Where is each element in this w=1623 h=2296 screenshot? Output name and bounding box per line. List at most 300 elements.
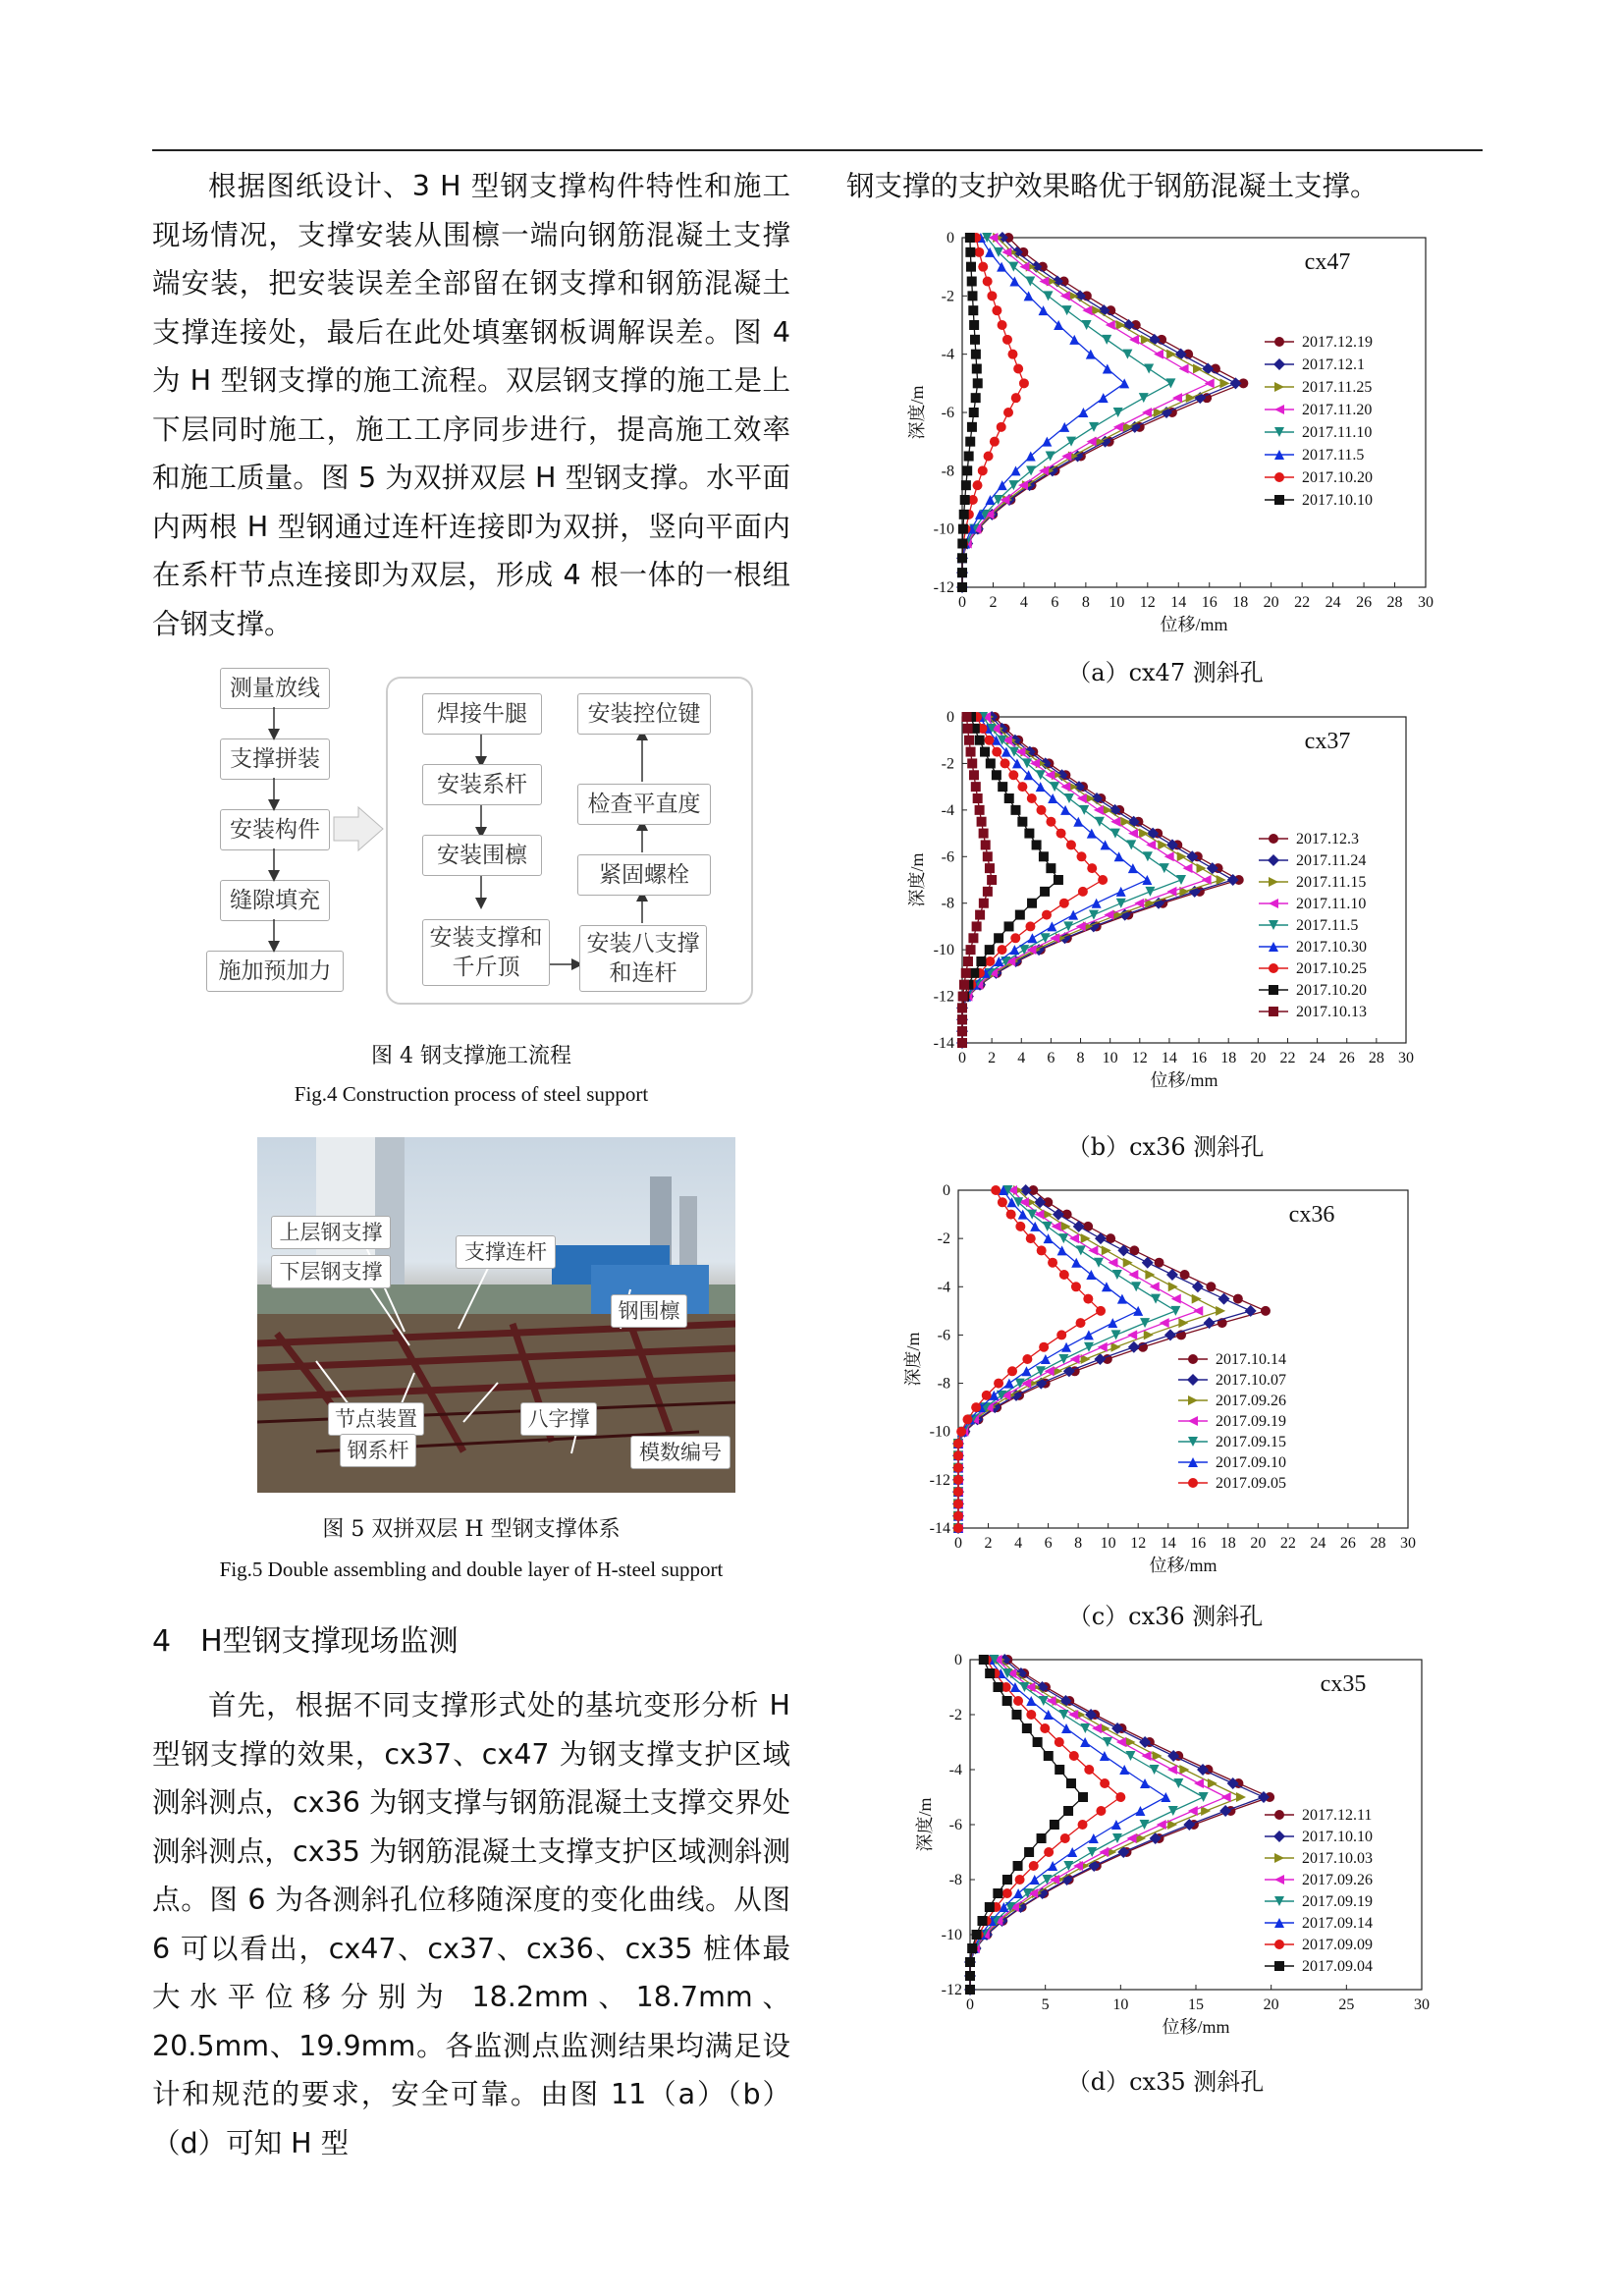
x-tick-label: 16 — [1201, 594, 1217, 611]
data-point — [1055, 1765, 1064, 1775]
series-2017.10.07 — [952, 1184, 1257, 1534]
legend-marker — [1269, 877, 1278, 887]
x-tick-label: 22 — [1294, 594, 1311, 611]
y-axis-label: 深度/m — [915, 1797, 935, 1852]
data-point — [1103, 1737, 1112, 1747]
sub-step-key: 安装控位键 — [577, 693, 711, 735]
data-point — [957, 1026, 967, 1036]
sub-step-brace: 安装八支撑和连杆 — [579, 925, 707, 992]
series-line — [970, 1660, 1241, 1990]
data-point — [967, 277, 977, 287]
data-point — [993, 1682, 1002, 1692]
data-point — [953, 1487, 963, 1497]
data-point — [1029, 1861, 1039, 1871]
legend-marker — [1269, 963, 1278, 973]
x-tick-label: 30 — [1398, 1050, 1414, 1066]
data-point — [1080, 1723, 1090, 1733]
legend-marker — [1274, 405, 1284, 414]
sub-step-bolt: 紧固螺栓 — [577, 854, 711, 896]
legend-marker — [1273, 358, 1285, 370]
header-rule — [152, 149, 1483, 151]
data-point — [1111, 1820, 1121, 1830]
y-tick-label: -4 — [937, 1279, 950, 1296]
y-tick-label: -4 — [948, 1762, 962, 1778]
data-point — [1009, 945, 1019, 955]
data-point — [1129, 335, 1139, 345]
legend-label: 2017.10.03 — [1302, 1850, 1373, 1867]
series-line — [962, 238, 1235, 587]
data-point — [1077, 793, 1087, 803]
data-point — [1142, 1751, 1152, 1761]
data-point — [1082, 305, 1092, 315]
x-tick-label: 8 — [1076, 1050, 1085, 1066]
chart-cx47 — [903, 226, 1453, 658]
x-tick-label: 25 — [1338, 1996, 1355, 2013]
series-line — [962, 717, 1103, 1043]
data-point — [1102, 335, 1111, 345]
data-point — [994, 1379, 1003, 1389]
series-line — [962, 238, 1124, 587]
data-point — [1175, 349, 1187, 360]
data-point — [1095, 1232, 1107, 1244]
y-tick-label: -2 — [948, 1707, 962, 1723]
data-point — [1096, 1806, 1106, 1816]
data-point — [1007, 1366, 1017, 1376]
data-point — [981, 840, 991, 849]
legend-marker — [1274, 1940, 1284, 1949]
x-tick-label: 12 — [1139, 594, 1156, 611]
legend-label: 2017.09.26 — [1216, 1393, 1286, 1409]
legend-marker — [1274, 1961, 1284, 1971]
data-point — [1078, 1792, 1088, 1802]
right-top-text: 钢支撑的支护效果略优于钢筋混凝土支撑。 — [846, 170, 1379, 202]
data-point — [1122, 350, 1132, 359]
data-point — [1092, 1723, 1102, 1733]
data-point — [957, 1014, 967, 1024]
y-tick-label: -8 — [941, 895, 954, 912]
data-point — [1125, 1751, 1135, 1761]
data-point — [1106, 320, 1115, 330]
legend-marker — [1274, 382, 1284, 392]
data-point — [985, 247, 995, 257]
data-point — [1042, 910, 1052, 920]
data-point — [1095, 817, 1105, 827]
photo-label-joint: 节点装置 — [328, 1402, 424, 1436]
data-point — [998, 945, 1007, 955]
data-point — [1003, 408, 1013, 417]
series-line — [962, 238, 1224, 587]
x-tick-label: 8 — [1074, 1535, 1083, 1552]
data-point — [1033, 1737, 1043, 1747]
series-2017.09.15 — [953, 1185, 1180, 1533]
chart-cx37 — [903, 709, 1434, 1102]
data-point — [1015, 1875, 1025, 1885]
data-point — [1058, 1233, 1068, 1243]
data-point — [958, 524, 968, 534]
legend-label: 2017.10.13 — [1296, 1004, 1367, 1020]
data-point — [1113, 408, 1123, 417]
data-point — [972, 364, 982, 374]
data-point — [1002, 1875, 1012, 1885]
data-point — [1046, 452, 1055, 462]
data-point — [1088, 1245, 1098, 1255]
series-line — [958, 1190, 1175, 1528]
x-tick-label: 2 — [988, 1050, 997, 1066]
data-point — [1087, 1847, 1097, 1857]
x-tick-label: 0 — [958, 594, 966, 611]
x-tick-label: 28 — [1386, 594, 1403, 611]
legend-label: 2017.10.25 — [1296, 960, 1367, 977]
data-point — [1026, 1710, 1036, 1720]
data-point — [1202, 875, 1212, 885]
x-axis-label: 位移/mm — [1160, 615, 1228, 634]
legend-marker — [1269, 899, 1278, 908]
sub-step-waling: 安装围檩 — [422, 835, 542, 876]
data-point — [1113, 422, 1123, 432]
data-point — [1021, 1366, 1031, 1376]
data-point — [1043, 1222, 1053, 1231]
y-tick-label: 0 — [947, 709, 954, 726]
x-tick-label: 28 — [1370, 1535, 1386, 1552]
series-line — [970, 1660, 1165, 1990]
data-point — [953, 1511, 963, 1521]
x-tick-label: 14 — [1170, 594, 1187, 611]
legend-label: 2017.09.05 — [1216, 1475, 1286, 1492]
data-point — [1078, 408, 1088, 417]
data-point — [978, 1916, 988, 1926]
x-tick-label: 20 — [1250, 1535, 1267, 1552]
data-point — [1179, 364, 1189, 374]
data-point — [1008, 770, 1018, 780]
data-point — [1044, 1847, 1054, 1857]
chart-cx35-caption: （d）cx35 测斜孔 — [1066, 2068, 1265, 2096]
body-paragraph-1: 根据图纸设计、3 H 型钢支撑构件特性和施工现场情况，支撑安装从围檩一端向钢筋混凝土支撑端安装，把安装误差全部留在钢支撑和钢筋混凝土支撑连接处，最后在此处填塞钢板调解误差。图 4 为 H 型钢支撑的施工流程。双层钢支撑的施工是上下层同时施工，施工工序同步进行，提高施工效率和施工质量。图 5 为双拼双层 H 型钢支撑。水平面内两根 H 型钢通过连杆连接即为双拼，竖向平面内在系杆节点连接即为双层，形成 4 根一体的一根组合钢支撑。 — [152, 170, 790, 640]
x-tick-label: 4 — [1017, 1050, 1026, 1066]
data-point — [975, 805, 985, 815]
chart-cx36-caption: （c）cx36 测斜孔 — [1067, 1603, 1264, 1630]
data-point — [1013, 1696, 1023, 1706]
data-point — [984, 452, 994, 462]
chart-title: cx47 — [1304, 249, 1351, 275]
data-point — [957, 1038, 967, 1048]
data-point — [1011, 393, 1021, 403]
data-point — [1170, 1306, 1180, 1316]
data-point — [1096, 1306, 1106, 1316]
legend-marker — [1188, 1416, 1198, 1426]
data-point — [1123, 1258, 1133, 1268]
photo-label-link: 支撑连杆 — [456, 1235, 556, 1269]
data-point — [1040, 887, 1050, 897]
x-tick-label: 12 — [1130, 1535, 1147, 1552]
data-point — [971, 393, 981, 403]
data-point — [961, 480, 971, 490]
legend-label: 2017.11.24 — [1296, 852, 1367, 869]
y-tick-label: -8 — [937, 1375, 950, 1393]
data-point — [1172, 393, 1182, 403]
data-point — [1127, 1330, 1137, 1339]
photo-label-brace: 八字撑 — [520, 1402, 597, 1436]
data-point — [966, 262, 976, 272]
legend-label: 2017.10.10 — [1302, 492, 1373, 509]
data-point — [991, 1185, 1001, 1195]
x-tick-label: 10 — [1100, 1535, 1116, 1552]
data-point — [1112, 1833, 1122, 1843]
x-tick-label: 10 — [1112, 1996, 1129, 2013]
chart-cx35 — [903, 1650, 1453, 2062]
flow-step-5: 施加预加力 — [206, 951, 344, 992]
data-point — [966, 747, 976, 757]
y-tick-label: 0 — [947, 230, 954, 246]
data-point — [1192, 1294, 1202, 1304]
photo-label-lower: 下层钢支撑 — [271, 1255, 391, 1288]
data-point — [1039, 277, 1049, 287]
legend-marker — [1269, 1007, 1278, 1016]
data-point — [1037, 1245, 1047, 1255]
data-point — [1089, 422, 1099, 432]
figure-5-photo — [257, 1137, 735, 1493]
data-point — [1054, 875, 1063, 885]
data-point — [1056, 829, 1066, 839]
data-point — [986, 758, 996, 768]
x-tick-label: 28 — [1368, 1050, 1384, 1066]
data-point — [1154, 350, 1163, 359]
legend-marker — [1274, 337, 1284, 347]
data-point — [956, 1427, 966, 1437]
data-point — [1084, 1342, 1094, 1352]
data-point — [957, 539, 967, 549]
data-point — [1111, 1330, 1121, 1339]
legend-label: 2017.10.20 — [1302, 469, 1373, 486]
y-axis-label: 深度/m — [907, 852, 927, 907]
data-point — [959, 980, 969, 990]
legend-marker — [1274, 1875, 1284, 1885]
x-tick-label: 30 — [1414, 1996, 1430, 2013]
data-point — [1017, 782, 1027, 792]
data-point — [953, 1475, 963, 1485]
data-point — [1094, 1258, 1104, 1268]
data-point — [1098, 875, 1108, 885]
legend-label: 2017.12.11 — [1302, 1807, 1373, 1824]
y-tick-label: -12 — [933, 988, 954, 1006]
data-point — [1094, 805, 1104, 815]
x-tick-label: 14 — [1161, 1050, 1177, 1066]
data-point — [1110, 817, 1120, 827]
y-tick-label: -6 — [941, 405, 954, 421]
data-point — [1139, 393, 1149, 403]
data-point — [1069, 1751, 1079, 1761]
data-point — [1197, 863, 1207, 873]
series-line — [962, 238, 1170, 587]
chart-cx47-caption: （a）cx47 测斜孔 — [1067, 659, 1264, 686]
legend-label: 2017.12.19 — [1302, 334, 1373, 351]
legend-label: 2017.09.10 — [1216, 1454, 1286, 1471]
chart-cx36 — [903, 1184, 1434, 1587]
legend-label: 2017.09.04 — [1302, 1958, 1373, 1975]
data-point — [973, 793, 983, 803]
x-tick-label: 20 — [1250, 1050, 1267, 1066]
data-point — [953, 1463, 963, 1473]
body-paragraph-2: 首先，根据不同支撑形式处的基坑变形分析 H 型钢支撑的效果，cx37、cx47 为钢支撑支护区域测斜测点，cx36 为钢支撑与钢筋混凝土支撑交界处测斜测点，cx35 为钢筋混凝土支撑支护区域测斜测点。图 6 为各测斜孔位移随深度的变化曲线。从图 6 可以看出，cx47、cx37、cx36、cx35 桩体最大水平位移分别为 18.2mm、18.7mm、20.5mm、19.9mm。各监测点监测结果均满足设计和规范的要求，安全可靠。由图 11（a）（b）（d）可知 H 型 — [152, 1689, 790, 2159]
data-point — [985, 1902, 995, 1912]
legend-label: 2017.11.5 — [1296, 917, 1359, 934]
y-tick-label: -6 — [948, 1817, 962, 1833]
legend-label: 2017.09.09 — [1302, 1937, 1373, 1953]
data-point — [968, 933, 978, 943]
data-point — [1168, 1282, 1178, 1291]
data-point — [1084, 1330, 1094, 1339]
data-point — [1059, 899, 1069, 908]
data-point — [1144, 364, 1154, 374]
data-point — [1060, 782, 1070, 792]
photo-label-tie: 钢系杆 — [340, 1434, 416, 1467]
data-point — [1026, 1233, 1036, 1243]
data-point — [1025, 921, 1035, 931]
x-tick-label: 10 — [1109, 594, 1125, 611]
data-point — [1024, 1847, 1034, 1857]
x-tick-label: 15 — [1188, 1996, 1204, 2013]
data-point — [961, 968, 971, 978]
left-column-2 — [152, 1681, 790, 2167]
data-point — [992, 747, 1001, 757]
data-point — [1022, 1354, 1032, 1364]
data-point — [1119, 1765, 1129, 1775]
data-point — [1039, 851, 1049, 861]
data-point — [1080, 1737, 1090, 1747]
legend-label: 2017.09.14 — [1302, 1915, 1373, 1932]
data-point — [975, 910, 985, 920]
sub-step-weld: 焊接牛腿 — [422, 693, 542, 735]
x-tick-label: 4 — [1014, 1535, 1023, 1552]
data-point — [1001, 758, 1010, 768]
data-point — [1061, 1342, 1071, 1352]
legend-label: 2017.12.3 — [1296, 831, 1359, 847]
data-point — [979, 1655, 989, 1665]
data-point — [1157, 1820, 1166, 1830]
data-point — [965, 247, 975, 257]
data-point — [1128, 1270, 1138, 1280]
data-point — [1115, 320, 1125, 330]
data-point — [1145, 887, 1155, 897]
chart-cx37-caption: （b）cx36 测斜孔 — [1066, 1133, 1265, 1161]
data-point — [963, 957, 973, 966]
x-tick-label: 4 — [1019, 594, 1028, 611]
x-tick-label: 26 — [1356, 594, 1373, 611]
data-point — [1055, 1737, 1064, 1747]
y-tick-label: -10 — [929, 1423, 950, 1441]
data-point — [1083, 1294, 1093, 1304]
data-point — [979, 829, 989, 839]
data-point — [993, 1888, 1002, 1898]
data-point — [1048, 1861, 1057, 1871]
x-axis-label: 位移/mm — [1149, 1556, 1217, 1575]
legend-label: 2017.11.5 — [1302, 447, 1365, 464]
data-point — [1204, 1317, 1216, 1329]
data-point — [1236, 1792, 1246, 1802]
data-point — [1100, 1778, 1109, 1788]
data-point — [1140, 1820, 1150, 1830]
data-point — [975, 736, 985, 745]
data-point — [969, 408, 979, 417]
data-point — [992, 305, 1001, 315]
legend-label: 2017.11.10 — [1302, 424, 1373, 441]
legend-label: 2017.10.10 — [1302, 1829, 1373, 1845]
data-point — [1047, 921, 1056, 931]
data-point — [1233, 1294, 1243, 1304]
data-point — [1066, 437, 1076, 447]
data-point — [1048, 1258, 1057, 1268]
legend-marker — [1187, 1374, 1199, 1386]
data-point — [1116, 899, 1126, 908]
legend-marker — [1274, 472, 1284, 482]
data-point — [1062, 305, 1072, 315]
data-point — [1063, 1806, 1073, 1816]
data-point — [983, 851, 993, 861]
data-point — [1056, 1330, 1066, 1339]
data-point — [967, 422, 977, 432]
data-point — [985, 863, 995, 873]
series-2017.11.15 — [957, 712, 1226, 1048]
data-point — [1150, 1765, 1160, 1775]
data-point — [1206, 1282, 1216, 1291]
y-tick-label: -2 — [937, 1230, 950, 1248]
series-2017.09.09 — [965, 1655, 1125, 1995]
data-point — [1004, 1379, 1014, 1389]
data-point — [1037, 1833, 1047, 1843]
data-point — [1127, 1833, 1137, 1843]
x-tick-label: 2 — [984, 1535, 993, 1552]
data-point — [965, 1971, 975, 1981]
data-point — [1126, 840, 1136, 849]
series-2017.11.24 — [956, 711, 1239, 1049]
data-point — [997, 422, 1006, 432]
y-tick-label: -8 — [941, 463, 954, 480]
data-point — [1145, 1270, 1155, 1280]
data-point — [1004, 793, 1014, 803]
legend-label: 2017.12.1 — [1302, 356, 1365, 373]
data-point — [1161, 1792, 1170, 1802]
data-point — [1071, 1282, 1081, 1291]
data-point — [1077, 851, 1087, 861]
data-point — [964, 736, 974, 745]
data-point — [1002, 1888, 1012, 1898]
data-point — [1040, 1723, 1050, 1733]
data-point — [965, 437, 975, 447]
data-point — [1176, 875, 1186, 885]
x-tick-label: 0 — [954, 1535, 962, 1552]
data-point — [1140, 1318, 1150, 1328]
legend-label: 2017.10.30 — [1296, 939, 1367, 956]
data-point — [959, 510, 969, 519]
x-tick-label: 30 — [1418, 594, 1434, 611]
x-tick-label: 18 — [1219, 1535, 1236, 1552]
legend-label: 2017.09.19 — [1216, 1413, 1286, 1430]
data-point — [1050, 1820, 1059, 1830]
data-point — [1167, 1765, 1177, 1775]
x-axis-label: 位移/mm — [1150, 1070, 1218, 1090]
data-point — [1098, 1342, 1108, 1352]
fig5-caption-en: Fig.5 Double assembling and double layer of H-steel support — [219, 1558, 724, 1581]
data-point — [973, 480, 983, 490]
data-point — [1102, 1245, 1111, 1255]
data-point — [1116, 1737, 1126, 1747]
data-point — [1108, 1318, 1117, 1328]
data-point — [1022, 1723, 1032, 1733]
legend-marker — [1188, 1478, 1198, 1488]
data-point — [1143, 851, 1153, 861]
fig5-caption-cn: 图 5 双拼双层 H 型钢支撑体系 — [322, 1517, 621, 1542]
data-point — [973, 378, 983, 388]
legend-label: 2017.11.10 — [1296, 896, 1367, 912]
